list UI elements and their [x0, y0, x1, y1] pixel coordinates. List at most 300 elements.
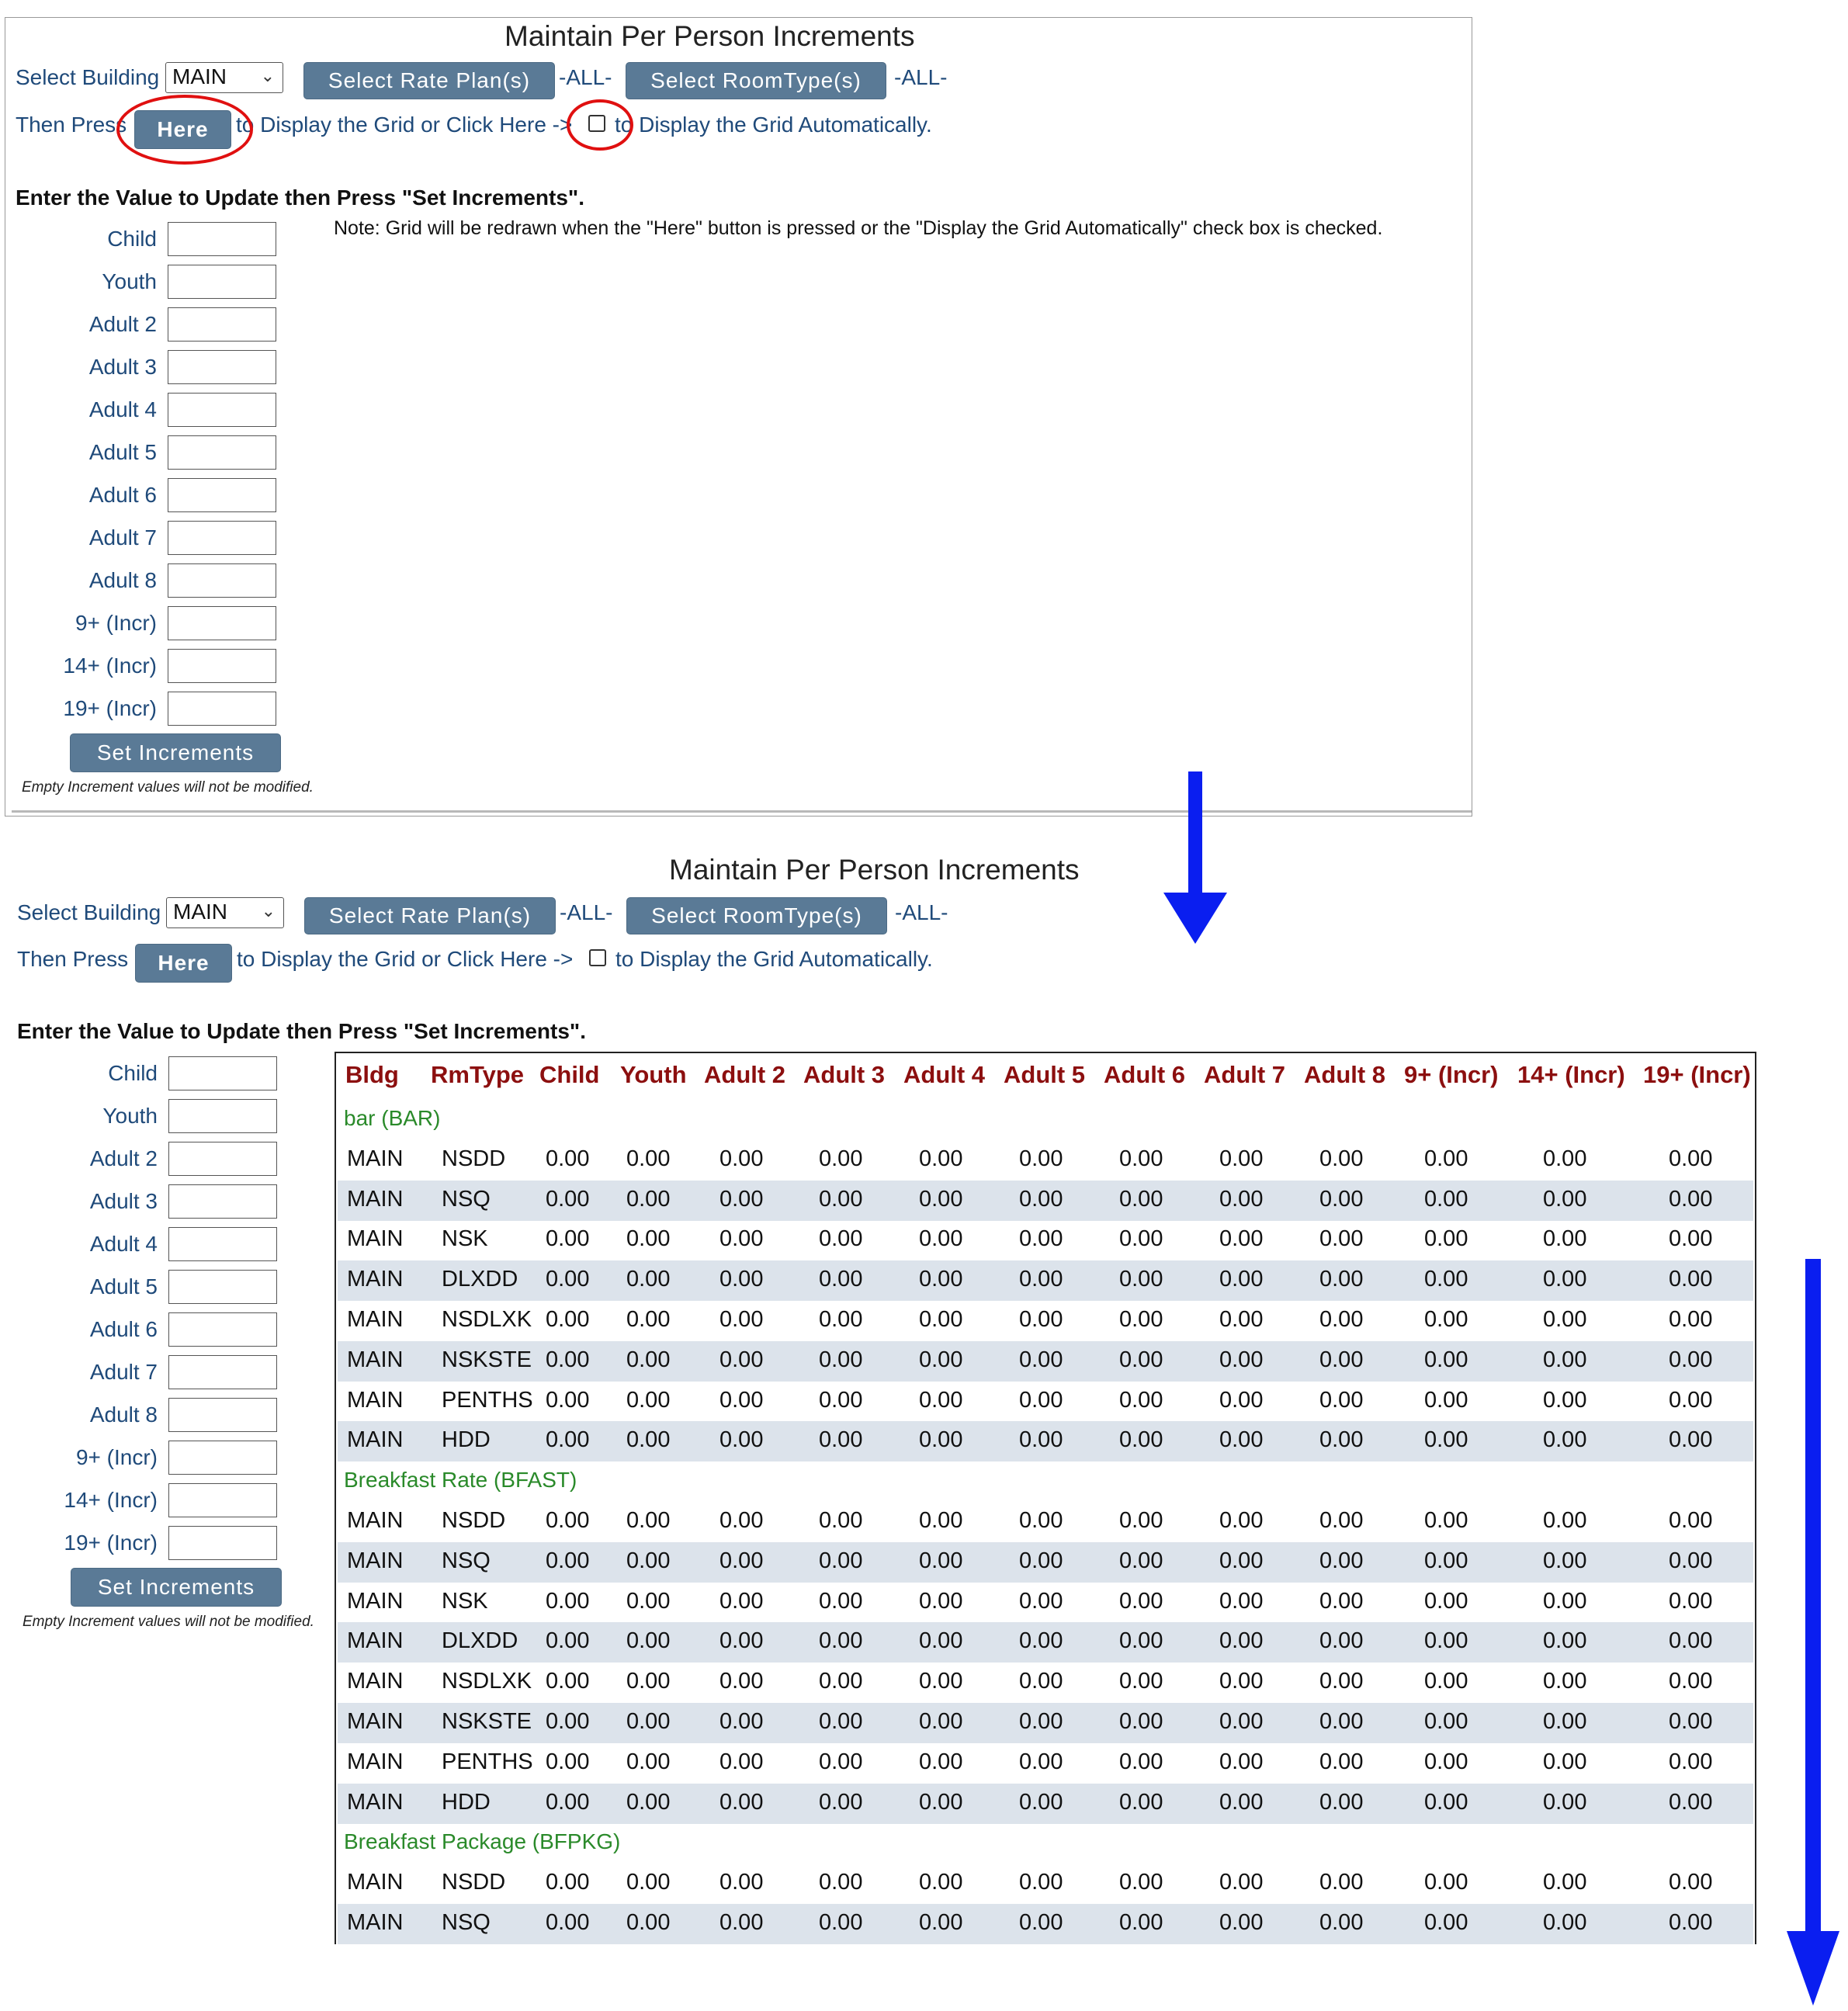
field-input-adult-7[interactable] — [168, 1355, 277, 1389]
table-row[interactable] — [338, 1784, 1753, 1824]
grid-cell: 0.00 — [1424, 1870, 1468, 1895]
grid-cell: 0.00 — [1543, 1186, 1587, 1212]
grid-cell: NSDD — [442, 1870, 506, 1895]
here-highlight-circle — [116, 95, 253, 165]
field-input-adult-4[interactable] — [168, 1227, 277, 1261]
field-input-youth[interactable] — [168, 1099, 277, 1133]
grid-cell: 0.00 — [719, 1307, 764, 1332]
field-label-child: Child — [108, 1061, 158, 1085]
grid-cell: 0.00 — [546, 1387, 590, 1413]
building-select[interactable] — [165, 62, 283, 93]
grid-cell: 0.00 — [919, 1789, 963, 1815]
grid-cell: 0.00 — [819, 1146, 863, 1171]
grid-cell: DLXDD — [442, 1628, 518, 1654]
set-increments-button-2[interactable]: Set Increments — [71, 1568, 282, 1607]
grid-cell: 0.00 — [546, 1427, 590, 1453]
grid-cell: 0.00 — [626, 1870, 671, 1895]
grid-cell: PENTHS — [442, 1749, 533, 1774]
grid-cell: 0.00 — [919, 1669, 963, 1694]
grid-cell: 0.00 — [546, 1709, 590, 1734]
field-label-adult-6: Adult 6 — [89, 1317, 158, 1341]
field-label-youth: Youth — [102, 269, 157, 293]
grid-cell: MAIN — [347, 1709, 404, 1734]
grid-cell: NSK — [442, 1588, 488, 1614]
grid-cell: 0.00 — [1319, 1789, 1364, 1815]
field-input-adult-2[interactable] — [168, 1142, 277, 1176]
field-input-youth[interactable] — [168, 265, 276, 299]
grid-cell: 0.00 — [819, 1307, 863, 1332]
grid-cell: 0.00 — [1019, 1427, 1063, 1453]
field-input-adult-2[interactable] — [168, 307, 276, 342]
grid-cell: 0.00 — [1119, 1146, 1163, 1171]
grid-cell: 0.00 — [1219, 1548, 1264, 1573]
field-input-adult-5[interactable] — [168, 1270, 277, 1304]
table-row[interactable] — [338, 1542, 1753, 1583]
grid-cell: 0.00 — [1119, 1347, 1163, 1372]
then-press-label-2: Then Press — [17, 947, 129, 971]
grid-cell: 0.00 — [1119, 1870, 1163, 1895]
page-title: Maintain Per Person Increments — [504, 20, 915, 52]
select-building-label-2: Select Building — [17, 900, 161, 924]
grid-cell: 0.00 — [1219, 1789, 1264, 1815]
field-label-adult-5: Adult 5 — [89, 1274, 158, 1298]
grid-cell: 0.00 — [1424, 1709, 1468, 1734]
grid-cell: 0.00 — [1543, 1347, 1587, 1372]
grid-cell: 0.00 — [919, 1749, 963, 1774]
table-row[interactable] — [338, 1864, 1753, 1904]
grid-header-adult-6: Adult 6 — [1104, 1061, 1186, 1088]
table-row[interactable] — [338, 1421, 1753, 1461]
grid-cell: 0.00 — [1669, 1749, 1713, 1774]
grid-cell: 0.00 — [1669, 1508, 1713, 1533]
grid-group-label: bar (BAR) — [344, 1106, 441, 1130]
grid-cell: 0.00 — [1669, 1588, 1713, 1614]
grid-cell: 0.00 — [626, 1186, 671, 1212]
grid-cell: 0.00 — [1543, 1226, 1587, 1252]
field-input-child[interactable] — [168, 222, 276, 256]
building-select-2[interactable] — [166, 897, 284, 928]
grid-cell: 0.00 — [819, 1347, 863, 1372]
grid-cell: MAIN — [347, 1387, 404, 1413]
grid-cell: PENTHS — [442, 1387, 533, 1413]
grid-cell: 0.00 — [1019, 1387, 1063, 1413]
grid-cell: 0.00 — [1019, 1347, 1063, 1372]
grid-header-adult-3: Adult 3 — [803, 1061, 886, 1088]
field-input-adult-8[interactable] — [168, 1398, 277, 1432]
grid-cell: 0.00 — [1319, 1146, 1364, 1171]
grid-cell: MAIN — [347, 1186, 404, 1212]
building-select-value: MAIN — [172, 64, 227, 88]
grid-cell: 0.00 — [626, 1910, 671, 1935]
grid-cell: 0.00 — [546, 1548, 590, 1573]
grid-cell: 0.00 — [1424, 1267, 1468, 1292]
grid-cell: 0.00 — [1219, 1226, 1264, 1252]
grid-cell: 0.00 — [1424, 1226, 1468, 1252]
field-input-14-incr[interactable] — [168, 649, 276, 683]
grid-cell: 0.00 — [1319, 1387, 1364, 1413]
table-row[interactable] — [338, 1301, 1753, 1341]
grid-cell: 0.00 — [626, 1146, 671, 1171]
select-building-label: Select Building — [16, 65, 160, 89]
grid-cell: 0.00 — [819, 1387, 863, 1413]
field-input-9-incr[interactable] — [168, 606, 276, 640]
grid-cell: 0.00 — [719, 1628, 764, 1654]
field-label-14-incr: 14+ (Incr) — [64, 1488, 158, 1512]
grid-cell: 0.00 — [919, 1267, 963, 1292]
grid-cell: 0.00 — [546, 1267, 590, 1292]
grid-cell: 0.00 — [546, 1749, 590, 1774]
grid-cell: 0.00 — [546, 1186, 590, 1212]
grid-header-adult-2: Adult 2 — [704, 1061, 786, 1088]
grid-cell: 0.00 — [546, 1789, 590, 1815]
field-label-adult-3: Adult 3 — [88, 355, 157, 379]
grid-cell: NSQ — [442, 1548, 491, 1573]
grid-cell: 0.00 — [1424, 1508, 1468, 1533]
field-label-adult-8: Adult 8 — [89, 1402, 158, 1427]
table-row[interactable] — [338, 1140, 1753, 1181]
grid-cell: MAIN — [347, 1226, 404, 1252]
grid-cell: 0.00 — [919, 1347, 963, 1372]
grid-cell: 0.00 — [1424, 1307, 1468, 1332]
chevron-down-icon: ⌄ — [261, 901, 276, 921]
field-label-adult-3: Adult 3 — [89, 1189, 158, 1213]
grid-cell: 0.00 — [546, 1628, 590, 1654]
grid-cell: 0.00 — [626, 1749, 671, 1774]
grid-cell: 0.00 — [819, 1508, 863, 1533]
table-row[interactable] — [338, 1220, 1753, 1260]
grid-cell: 0.00 — [1019, 1146, 1063, 1171]
grid-cell: 0.00 — [919, 1146, 963, 1171]
grid-cell: 0.00 — [1219, 1588, 1264, 1614]
grid-cell: 0.00 — [1019, 1910, 1063, 1935]
set-increments-button[interactable]: Set Increments — [70, 733, 281, 772]
grid-cell: 0.00 — [719, 1789, 764, 1815]
grid-cell: 0.00 — [1019, 1669, 1063, 1694]
grid-cell: 0.00 — [819, 1226, 863, 1252]
grid-cell: MAIN — [347, 1749, 404, 1774]
then-press-label: Then Press — [16, 113, 127, 137]
grid-cell: 0.00 — [719, 1387, 764, 1413]
grid-cell: 0.00 — [1669, 1146, 1713, 1171]
table-row[interactable] — [338, 1502, 1753, 1542]
auto-display-text-2: to Display the Grid Automatically. — [615, 947, 933, 971]
select-room-type-button[interactable]: Select RoomType(s) — [626, 62, 886, 99]
grid-cell: MAIN — [347, 1548, 404, 1573]
room-type-value-2: -ALL- — [895, 900, 948, 924]
grid-cell: 0.00 — [719, 1749, 764, 1774]
grid-cell: 0.00 — [1424, 1910, 1468, 1935]
grid-cell: 0.00 — [719, 1186, 764, 1212]
table-row[interactable] — [338, 1382, 1753, 1422]
grid-cell: 0.00 — [1019, 1267, 1063, 1292]
table-row[interactable] — [338, 1341, 1753, 1382]
grid-header-14-incr: 14+ (Incr) — [1517, 1061, 1625, 1088]
field-label-9-incr: 9+ (Incr) — [75, 611, 157, 635]
grid-cell: 0.00 — [719, 1870, 764, 1895]
grid-cell: 0.00 — [626, 1347, 671, 1372]
grid-cell: 0.00 — [1319, 1307, 1364, 1332]
table-row[interactable] — [338, 1260, 1753, 1301]
grid-cell: 0.00 — [1543, 1709, 1587, 1734]
grid-cell: 0.00 — [1319, 1347, 1364, 1372]
chevron-down-icon: ⌄ — [260, 66, 275, 85]
enter-value-header: Enter the Value to Update then Press "Set Increments". — [16, 185, 584, 210]
grid-cell: 0.00 — [626, 1307, 671, 1332]
grid-cell: 0.00 — [1669, 1910, 1713, 1935]
select-rate-plan-button[interactable]: Select Rate Plan(s) — [303, 62, 555, 99]
grid-cell: 0.00 — [719, 1508, 764, 1533]
here-button[interactable]: Here — [134, 110, 231, 149]
grid-cell: 0.00 — [1424, 1387, 1468, 1413]
grid-cell: DLXDD — [442, 1267, 518, 1292]
grid-cell: 0.00 — [1319, 1588, 1364, 1614]
grid-cell: 0.00 — [1319, 1548, 1364, 1573]
grid-cell: 0.00 — [1119, 1508, 1163, 1533]
grid-header-bldg: Bldg — [345, 1061, 399, 1088]
field-label-youth: Youth — [102, 1104, 158, 1128]
grid-cell: 0.00 — [819, 1709, 863, 1734]
grid-cell: 0.00 — [1669, 1870, 1713, 1895]
grid-cell: 0.00 — [1219, 1307, 1264, 1332]
grid-cell: 0.00 — [1119, 1669, 1163, 1694]
grid-cell: 0.00 — [546, 1870, 590, 1895]
table-row[interactable] — [338, 1663, 1753, 1703]
grid-cell: 0.00 — [1543, 1910, 1587, 1935]
grid-cell: 0.00 — [719, 1910, 764, 1935]
grid-cell: 0.00 — [719, 1427, 764, 1453]
grid-cell: 0.00 — [1119, 1628, 1163, 1654]
down-arrow-icon — [1160, 768, 1230, 947]
field-input-adult-7[interactable] — [168, 521, 276, 555]
grid-cell: 0.00 — [626, 1628, 671, 1654]
grid-cell: NSDLXK — [442, 1669, 532, 1694]
grid-cell: 0.00 — [919, 1186, 963, 1212]
select-room-type-button-2[interactable]: Select RoomType(s) — [626, 897, 887, 934]
grid-cell: 0.00 — [919, 1307, 963, 1332]
empty-values-note: Empty Increment values will not be modified. — [22, 779, 314, 796]
grid-cell: 0.00 — [1219, 1508, 1264, 1533]
grid-cell: 0.00 — [1424, 1146, 1468, 1171]
table-row[interactable] — [338, 1743, 1753, 1784]
field-input-19-incr[interactable] — [168, 692, 276, 726]
grid-cell: 0.00 — [1219, 1628, 1264, 1654]
grid-cell: 0.00 — [919, 1870, 963, 1895]
grid-group-label: Breakfast Package (BFPKG) — [344, 1829, 621, 1854]
grid-cell: 0.00 — [1424, 1186, 1468, 1212]
grid-cell: 0.00 — [819, 1427, 863, 1453]
field-input-14-incr[interactable] — [168, 1483, 277, 1517]
grid-cell: 0.00 — [1219, 1387, 1264, 1413]
grid-cell: 0.00 — [919, 1548, 963, 1573]
grid-cell: 0.00 — [1019, 1870, 1063, 1895]
grid-cell: 0.00 — [1669, 1226, 1713, 1252]
grid-cell: 0.00 — [1019, 1226, 1063, 1252]
grid-group-label: Breakfast Rate (BFAST) — [344, 1468, 577, 1493]
grid-cell: MAIN — [347, 1910, 404, 1935]
field-label-adult-7: Adult 7 — [89, 1360, 158, 1384]
grid-cell: 0.00 — [546, 1910, 590, 1935]
grid-cell: 0.00 — [1669, 1669, 1713, 1694]
grid-cell: 0.00 — [819, 1186, 863, 1212]
grid-cell: 0.00 — [919, 1709, 963, 1734]
grid-cell: 0.00 — [1669, 1186, 1713, 1212]
select-rate-plan-button-2[interactable]: Select Rate Plan(s) — [304, 897, 556, 934]
display-grid-text-2: to Display the Grid or Click Here -> — [237, 947, 574, 971]
grid-cell: 0.00 — [1119, 1548, 1163, 1573]
grid-header-adult-5: Adult 5 — [1004, 1061, 1086, 1088]
grid-cell: 0.00 — [1219, 1669, 1264, 1694]
grid-cell: 0.00 — [1424, 1669, 1468, 1694]
grid-header-rmtype: RmType — [431, 1061, 525, 1088]
grid-cell: 0.00 — [1219, 1870, 1264, 1895]
page-title-2: Maintain Per Person Increments — [669, 854, 1080, 886]
grid-cell: HDD — [442, 1427, 491, 1453]
grid-cell: 0.00 — [1424, 1789, 1468, 1815]
grid-cell: 0.00 — [1319, 1628, 1364, 1654]
field-input-adult-6[interactable] — [168, 1312, 277, 1347]
grid-cell: NSQ — [442, 1186, 491, 1212]
table-row[interactable] — [338, 1181, 1753, 1221]
field-label-adult-5: Adult 5 — [88, 440, 157, 464]
grid-cell: 0.00 — [1669, 1427, 1713, 1453]
grid-cell: 0.00 — [819, 1870, 863, 1895]
grid-cell: 0.00 — [1019, 1789, 1063, 1815]
display-grid-text: to Display the Grid or Click Here -> — [236, 113, 573, 137]
grid-cell: 0.00 — [1543, 1628, 1587, 1654]
grid-cell: MAIN — [347, 1347, 404, 1372]
field-label-14-incr: 14+ (Incr) — [63, 654, 157, 678]
grid-header-adult-7: Adult 7 — [1204, 1061, 1286, 1088]
field-input-adult-6[interactable] — [168, 478, 276, 512]
grid-cell: 0.00 — [1669, 1307, 1713, 1332]
grid-cell: 0.00 — [626, 1669, 671, 1694]
grid-cell: MAIN — [347, 1628, 404, 1654]
grid-cell: 0.00 — [1669, 1387, 1713, 1413]
grid-cell: 0.00 — [626, 1267, 671, 1292]
grid-cell: 0.00 — [1424, 1548, 1468, 1573]
grid-cell: 0.00 — [1543, 1669, 1587, 1694]
grid-cell: 0.00 — [819, 1749, 863, 1774]
grid-cell: 0.00 — [919, 1910, 963, 1935]
grid-cell: 0.00 — [1543, 1588, 1587, 1614]
grid-cell: 0.00 — [1119, 1307, 1163, 1332]
building-select-value-2: MAIN — [173, 900, 227, 924]
grid-cell: 0.00 — [626, 1709, 671, 1734]
field-input-9-incr[interactable] — [168, 1441, 277, 1475]
grid-cell: NSKSTE — [442, 1709, 532, 1734]
grid-cell: 0.00 — [1319, 1910, 1364, 1935]
grid-cell: 0.00 — [1319, 1508, 1364, 1533]
grid-cell: 0.00 — [919, 1387, 963, 1413]
rate-plan-value-2: -ALL- — [560, 900, 613, 924]
field-input-adult-8[interactable] — [168, 563, 276, 598]
grid-cell: 0.00 — [1119, 1387, 1163, 1413]
grid-cell: 0.00 — [1019, 1749, 1063, 1774]
grid-cell: 0.00 — [719, 1146, 764, 1171]
grid-cell: 0.00 — [1119, 1267, 1163, 1292]
grid-cell: 0.00 — [1019, 1307, 1063, 1332]
grid-cell: 0.00 — [1543, 1427, 1587, 1453]
grid-cell: NSK — [442, 1226, 488, 1252]
grid-cell: 0.00 — [1424, 1628, 1468, 1654]
grid-cell: MAIN — [347, 1307, 404, 1332]
enter-value-header-2: Enter the Value to Update then Press "Set Increments". — [17, 1019, 586, 1043]
grid-cell: 0.00 — [1543, 1267, 1587, 1292]
auto-display-checkbox-2[interactable] — [589, 949, 606, 966]
grid-cell: 0.00 — [626, 1427, 671, 1453]
grid-cell: 0.00 — [1319, 1749, 1364, 1774]
grid-cell: 0.00 — [1543, 1146, 1587, 1171]
checkbox-highlight-circle — [567, 99, 633, 151]
grid-cell: 0.00 — [1119, 1789, 1163, 1815]
panel-bottom-rule — [12, 810, 1472, 813]
grid-cell: MAIN — [347, 1267, 404, 1292]
empty-values-note-2: Empty Increment values will not be modified. — [23, 1614, 314, 1630]
table-row[interactable] — [338, 1583, 1753, 1623]
field-input-adult-3[interactable] — [168, 1184, 277, 1219]
grid-cell: 0.00 — [1019, 1628, 1063, 1654]
field-input-19-incr[interactable] — [168, 1526, 277, 1560]
grid-cell: 0.00 — [1119, 1427, 1163, 1453]
table-row[interactable] — [338, 1622, 1753, 1663]
grid-cell: 0.00 — [1219, 1347, 1264, 1372]
grid-cell: 0.00 — [1219, 1186, 1264, 1212]
field-input-child[interactable] — [168, 1056, 277, 1090]
grid-cell: 0.00 — [1424, 1749, 1468, 1774]
field-input-adult-4[interactable] — [168, 393, 276, 427]
grid-cell: 0.00 — [1219, 1749, 1264, 1774]
grid-cell: 0.00 — [1019, 1186, 1063, 1212]
field-label-adult-7: Adult 7 — [88, 525, 157, 550]
grid-cell: 0.00 — [1019, 1548, 1063, 1573]
grid-cell: 0.00 — [1119, 1186, 1163, 1212]
field-input-adult-3[interactable] — [168, 350, 276, 384]
grid-cell: 0.00 — [546, 1307, 590, 1332]
grid-cell: 0.00 — [546, 1588, 590, 1614]
grid-cell: 0.00 — [819, 1910, 863, 1935]
grid-header-9-incr: 9+ (Incr) — [1404, 1061, 1499, 1088]
grid-cell: 0.00 — [1119, 1709, 1163, 1734]
grid-cell: 0.00 — [1669, 1628, 1713, 1654]
scroll-down-arrow-icon — [1784, 1256, 1843, 2009]
grid-cell: 0.00 — [1669, 1548, 1713, 1573]
field-input-adult-5[interactable] — [168, 435, 276, 470]
grid-cell: 0.00 — [719, 1669, 764, 1694]
grid-cell: 0.00 — [626, 1226, 671, 1252]
auto-display-text: to Display the Grid Automatically. — [615, 113, 932, 137]
grid-cell: 0.00 — [1219, 1427, 1264, 1453]
field-label-adult-8: Adult 8 — [88, 568, 157, 592]
grid-cell: NSDD — [442, 1146, 506, 1171]
here-button-2[interactable]: Here — [135, 944, 232, 983]
grid-cell: 0.00 — [919, 1588, 963, 1614]
grid-cell: 0.00 — [919, 1427, 963, 1453]
grid-cell: 0.00 — [719, 1226, 764, 1252]
grid-cell: 0.00 — [819, 1628, 863, 1654]
grid-cell: 0.00 — [1424, 1347, 1468, 1372]
table-row[interactable] — [338, 1904, 1753, 1944]
grid-cell: HDD — [442, 1789, 491, 1815]
grid-cell: 0.00 — [1119, 1910, 1163, 1935]
grid-header-youth: Youth — [620, 1061, 687, 1088]
grid-cell: 0.00 — [1669, 1789, 1713, 1815]
grid-cell: 0.00 — [1669, 1347, 1713, 1372]
grid-cell: 0.00 — [1319, 1709, 1364, 1734]
grid-cell: 0.00 — [1543, 1548, 1587, 1573]
table-row[interactable] — [338, 1703, 1753, 1743]
grid-cell: NSQ — [442, 1910, 491, 1935]
grid-cell: 0.00 — [1543, 1508, 1587, 1533]
